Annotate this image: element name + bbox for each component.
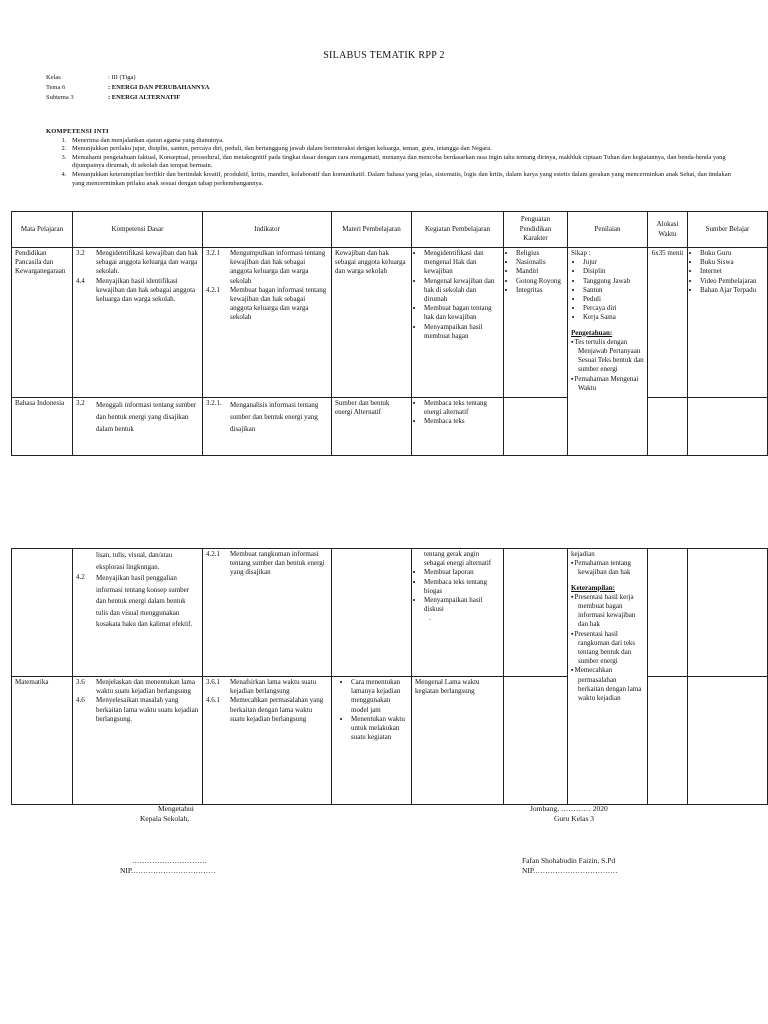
materi-cell: Sumber dan bentuk energi Alternatif: [332, 398, 412, 456]
header-cell: Mata Pelajaran: [12, 212, 73, 248]
kegiatan-list: [415, 399, 500, 427]
signature-right: [522, 804, 722, 876]
signature-left: [120, 804, 300, 876]
list-item: ▪ Tes tertulis dengan Menjawab Pertanyaan Sesuai Teks bentuk dan sumber energi: [578, 338, 644, 375]
sumber-cell: [688, 677, 768, 805]
indikator-item: [206, 399, 328, 435]
sumber-cell: [688, 248, 768, 398]
indikator-number: 3.2.1.: [206, 399, 222, 407]
list-item: • Peduli: [583, 295, 644, 304]
list-item: ▪ Pemahaman Mengenai Waktu: [578, 375, 644, 393]
list-item: • Mandiri: [516, 267, 564, 276]
list-item: • Religius: [516, 249, 564, 258]
kd-number: 4.4: [76, 276, 85, 285]
list-item: 1. Menerima dan menjalankan ajaran agama yang dianutnya.: [68, 137, 736, 146]
header-cell: Penguatan Pendidikan Karakter: [504, 212, 568, 248]
alokasi-cell: 6x35 menit: [648, 248, 688, 398]
indikator-number: 4.2.1: [206, 285, 220, 294]
table-row: [12, 549, 768, 677]
signature-right-nip: NIP.……………………………: [522, 866, 618, 875]
subject-cell: Matematika: [12, 677, 73, 805]
ppk-list: [507, 249, 564, 295]
table-row: [12, 398, 768, 456]
sumber-cell: [688, 398, 768, 456]
meta-label: Kelas: [46, 74, 61, 81]
kd-item: [76, 277, 199, 305]
list-item: • Buku Siswa: [700, 258, 764, 267]
penilaian-cell: [568, 549, 648, 805]
header-cell: Indikator: [203, 212, 332, 248]
list-item: • Gotong Royong: [516, 277, 564, 286]
list-item: • Mengenal kewajiban dan hak di sekolah dan dirumah: [424, 277, 500, 305]
meta-value: : ENERGI ALTERNATIF: [108, 94, 181, 101]
subject-cell: Pendidikan Pancasila dan Kewarganegaraan: [12, 248, 73, 398]
kd-text: Menggali informasi tentang sumber dan bentuk energi yang disajikan dalam bentuk: [96, 401, 197, 433]
kd-number: 4.6: [76, 696, 85, 705]
list-item: • Jujur: [583, 258, 644, 267]
meta-value: : III (Tiga): [108, 74, 136, 81]
ppk-cell: [504, 677, 568, 805]
kd-number: 3.2: [76, 399, 85, 407]
indikator-item: [206, 696, 328, 724]
list-item: • Nasionalis: [516, 258, 564, 267]
kegiatan-dot: .: [429, 614, 431, 623]
kd-number: 3.6: [76, 678, 85, 686]
kd-cell: [73, 398, 203, 456]
list-item: • Menentukan waktu untuk melakukan suatu kegiatan: [351, 715, 408, 743]
meta-value: : ENERGI DAN PERUBAHANNYA: [108, 84, 210, 91]
kegiatan-cell: Mengenal Lama waktu kegiatan berlangsung: [412, 677, 504, 805]
list-item: ▪ Presentasi hasil rangkuman dari teks tentang bentuk dan sumber energi: [578, 630, 644, 667]
list-item: ▪ Pemahaman tentang kewajiban dan hak: [578, 559, 644, 577]
list-item: • Disiplin: [583, 267, 644, 276]
kegiatan-cell: [412, 248, 504, 398]
list-item: • Membaca teks: [424, 417, 500, 426]
indikator-item: [206, 550, 328, 578]
list-item: • Membaca teks tentang energi alternatif: [424, 399, 500, 417]
signature-left-line2: Kepala Sekolah,: [140, 814, 190, 823]
header-cell: Penilaian: [568, 212, 648, 248]
meta-label: Subtema 3: [46, 94, 74, 101]
list-item: • Membuat laporan: [424, 568, 500, 577]
indikator-text: Menafsirkan lama waktu suatu kejadian berlangsung: [230, 678, 317, 696]
kd-cell: [73, 677, 203, 805]
kd-item: [76, 550, 199, 573]
list-item: • Video Pembelajaran: [700, 277, 764, 286]
keterampilan-list: [571, 593, 644, 703]
penilaian-list: [571, 559, 644, 577]
list-item: • Tanggung Jawab: [583, 277, 644, 286]
list-item: • Buku Guru: [700, 249, 764, 258]
list-item: • Mengidentifikasi dan mengenal Hak dan kewajiban: [424, 249, 500, 277]
meta-row-kelas: [46, 73, 209, 83]
list-item: • Menyampaikan hasil diskusi: [424, 596, 500, 614]
indikator-item: [206, 249, 328, 286]
materi-cell: [332, 677, 412, 805]
kd-item: [76, 678, 199, 696]
header-cell: Sumber Belajar: [688, 212, 768, 248]
signature-right-name: Fafan Shohabudin Faizin, S.Pd: [522, 856, 616, 865]
indikator-text: Mengumpulkan informasi tentang kewajiban dan hak sebagai anggota keluarga dan warga sekolah: [230, 249, 326, 285]
sumber-list: [691, 249, 764, 295]
kd-text: Menyajikan hasil identifikasi kewajiban dan hak sebagai anggota keluarga dan warga sekolah.: [96, 276, 196, 304]
sikap-label: Sikap :: [571, 249, 591, 257]
header-cell: Materi Pembelajaran: [332, 212, 412, 248]
list-item: 3. Memahami pengetahuan faktual, Konseptual, prosedural, dan metakognitif pada tingkat dasar dengan cara mengamati, menanya dan mencoba berdasarkan rasa ingin tahu tentang dirinya, makhluk ciptaan Tuhan dan kegiatannya, dan benda-benda yang dijumpainya dirumah, di sekolah dan tempat bermain.: [68, 154, 736, 171]
kd-item: [76, 249, 199, 277]
kegiatan-cell: [412, 549, 504, 677]
materi-cell: Kewajiban dan hak sebagai anggota keluarga dan warga sekolah: [332, 248, 412, 398]
kegiatan-continuation: tentang gerak angin sebagai energi alternatif: [424, 550, 492, 568]
kegiatan-list: [415, 249, 500, 341]
indikator-cell: [203, 677, 332, 805]
list-item: • Cara menentukan lamanya kejadian menggunakan model jam: [351, 678, 408, 715]
indikator-number: 3.6.1: [206, 678, 220, 686]
list-item: • Bahan Ajar Terpadu: [700, 286, 764, 295]
signature-right-line2: Guru Kelas 3: [554, 814, 594, 823]
list-item: • Menyampaikan hasil membuat bagan: [424, 323, 500, 341]
sikap-list: [571, 258, 644, 322]
ppk-cell: [504, 248, 568, 398]
kd-text: Mengidentifikasi kewajiban dan hak sebagai anggota keluarga dan warga sekolah.: [96, 249, 199, 276]
header-cell: Alokasi Waktu: [648, 212, 688, 248]
list-item: • Integritas: [516, 286, 564, 295]
indikator-item: [206, 678, 328, 696]
signature-right-line1: Jombang, ………… 2020: [530, 804, 608, 813]
meta-row-tema: [46, 83, 209, 93]
indikator-cell: [203, 248, 332, 398]
indikator-text: Membuat bagan informasi tentang kewajiban dan hak sebagai anggota keluarga dan warga sekolah: [230, 285, 327, 322]
kompetensi-inti-list: [46, 137, 736, 189]
alokasi-cell: [648, 549, 688, 677]
list-item: • Kerja Sama: [583, 313, 644, 322]
header-cell: Kompetensi Dasar: [73, 212, 203, 248]
list-item: 2. Menunjukkan perilaku jujur, disiplin, santun, percaya diri, peduli, dan bertanggung jawab dalam berinteraksi dengan keluarga, teman, guru, tetangga dan Negara.: [68, 145, 736, 154]
syllabus-table-page1: [11, 211, 768, 456]
indikator-text: Membuat rangkuman informasi tentang sumber dan bentuk energi yang disajikan: [230, 550, 325, 577]
indikator-number: 4.6.1: [206, 696, 220, 705]
kd-number: 4.2: [76, 573, 85, 581]
meta-label: Tema 6: [46, 84, 66, 91]
syllabus-table-page2: [11, 548, 768, 805]
penilaian-cell: [568, 248, 648, 456]
alokasi-cell: [648, 398, 688, 456]
header-cell: Kegiatan Pembelajaran: [412, 212, 504, 248]
table-header-row: [12, 212, 768, 248]
table-row: [12, 677, 768, 805]
signature-left-name: …………………………: [132, 856, 207, 865]
kd-text: Menyajikan hasil penggalian informasi tentang konsep sumber dan bentuk energi dalam bentuk tulis dan visual menggunakan kosakata baku dan kalimat efektif.: [96, 574, 193, 628]
list-item: • Membaca teks tentang biogas: [424, 578, 500, 596]
materi-cell: [332, 549, 412, 677]
kd-text: Menjelaskan dan menentukan lama waktu suatu kejadian berlangsung: [96, 678, 195, 696]
list-item: • Percaya diri: [583, 304, 644, 313]
subject-cell: [12, 549, 73, 677]
materi-list: [335, 678, 408, 742]
kegiatan-list: [415, 568, 500, 614]
kompetensi-inti-section: [46, 128, 736, 188]
indikator-cell: [203, 549, 332, 677]
list-item: • Santun: [583, 286, 644, 295]
sumber-cell: [688, 549, 768, 677]
kd-text: Menyelesaikan masalah yang berkaitan lama waktu suatu kejadian berlangsung.: [96, 696, 199, 723]
meta-row-subtema: [46, 93, 209, 103]
table-row: [12, 248, 768, 398]
indikator-text: Menganalisis informasi tentang sumber dan bentuk energi yang disajikan: [230, 401, 319, 433]
meta-info: [46, 73, 209, 103]
indikator-number: 3.2.1: [206, 249, 220, 257]
signature-left-nip: NIP.……………………………: [120, 866, 216, 875]
list-item: ▪ Memecahkan permasalahan berkaitan dengan lama waktu kejadian: [578, 666, 644, 703]
list-item: 4. Menunjukkan keterampilan berfikir dan bertindak kreatif, produktif, kritis, mandiri, kolaboratif dan komunikatif. Dalam bahasa yang jelas, sistematis, logis dan kritis, dalam karya yang estetis dalam gerakan yang mencerminkan anak Sehat, dan tindakan yang mencerminkan prilaku anak sesuai dengan tahap perkembangannya.: [68, 171, 736, 188]
list-item: ▪ Presentasi hasil kerja membuat bagan informasi kewajiban dan hak: [578, 593, 644, 630]
pengetahuan-list: [571, 338, 644, 393]
kd-number: 3.2: [76, 249, 85, 257]
alokasi-cell: [648, 677, 688, 805]
subject-cell: Bahasa Indonesia: [12, 398, 73, 456]
keterampilan-label: Keterampilan:: [571, 583, 615, 592]
document-title: SILABUS TEMATIK RPP 2: [323, 50, 445, 61]
indikator-cell: [203, 398, 332, 456]
indikator-item: [206, 286, 328, 323]
kd-cell: [73, 248, 203, 398]
list-item: • Membuat bagan tentang hak dan kewajiban: [424, 304, 500, 322]
signature-left-line1: Mengetahui: [158, 804, 194, 813]
kd-item: [76, 573, 199, 631]
kegiatan-cell: [412, 398, 504, 456]
kompetensi-inti-heading: KOMPETENSI INTI: [46, 128, 109, 135]
pengetahuan-label: Pengetahuan:: [571, 328, 613, 337]
indikator-text: Memecahkan permasalahan yang berkaitan dengan lama waktu suatu kejadian berlangsung: [230, 696, 324, 723]
list-item: • Internet: [700, 267, 764, 276]
kd-text: lisan, tulis, visual, dan/atau eksplorasi lingkungan.: [96, 551, 173, 571]
kd-item: [76, 399, 199, 435]
kd-item: [76, 696, 199, 724]
penilaian-continuation: kejadian: [571, 550, 595, 558]
kd-cell: [73, 549, 203, 677]
ppk-cell: [504, 398, 568, 456]
ppk-cell: [504, 549, 568, 677]
indikator-number: 4.2.1: [206, 550, 220, 558]
